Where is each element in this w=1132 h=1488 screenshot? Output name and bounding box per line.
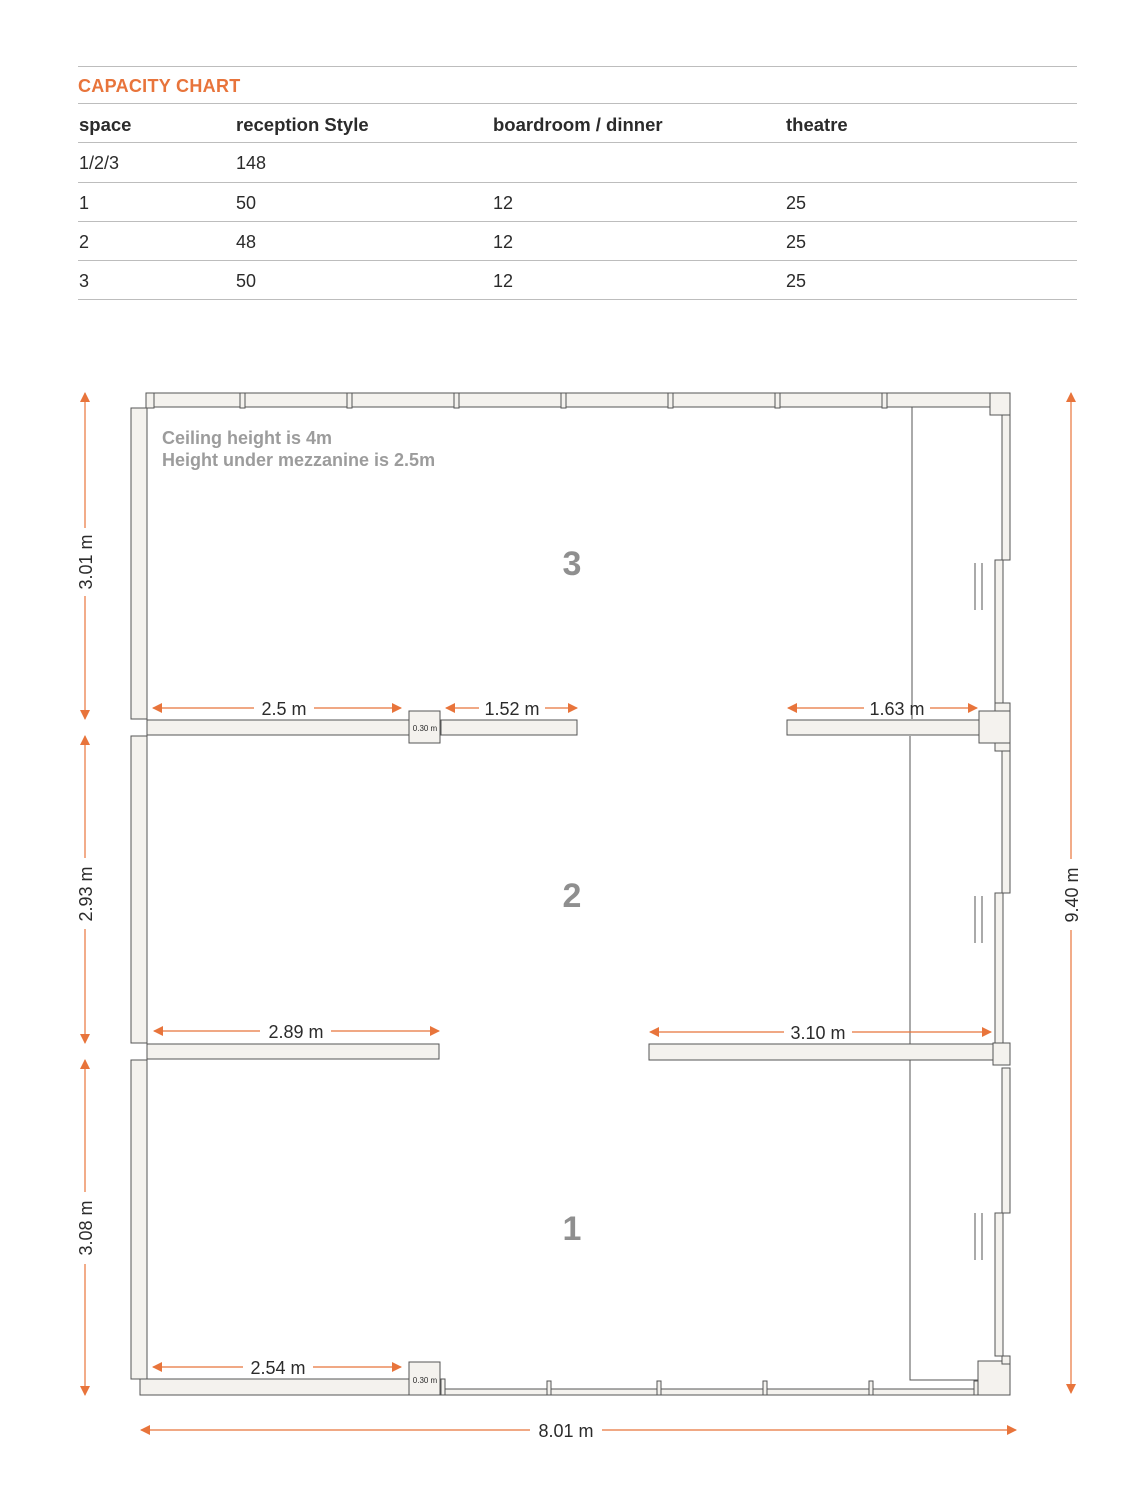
ceiling-height-note: Ceiling height is 4m (162, 428, 333, 448)
dimension-wall3-right (788, 699, 977, 719)
svg-text:2.89 m: 2.89 m (268, 1022, 324, 1042)
cell-space: 1 (79, 192, 90, 213)
room-number-1: 1 (562, 1210, 582, 1248)
header-reception: reception Style (236, 114, 369, 135)
svg-text:2.54 m: 2.54 m (250, 1358, 306, 1378)
cell-boardroom: 12 (493, 192, 514, 213)
svg-text:1.52 m: 1.52 m (484, 699, 540, 719)
cell-reception: 148 (236, 153, 267, 174)
dimension-room1-height (76, 1060, 96, 1395)
pillar (409, 1362, 440, 1395)
cell-theatre: 25 (786, 231, 807, 252)
svg-text:2.5 m: 2.5 m (261, 699, 307, 719)
svg-text:3.10 m: 3.10 m (790, 1023, 846, 1043)
svg-text:2.93 m: 2.93 m (76, 866, 96, 922)
dimension-wall2-left (154, 1022, 439, 1042)
cell-theatre: 25 (786, 192, 807, 213)
cell-boardroom: 12 (493, 271, 514, 292)
header-boardroom: boardroom / dinner (493, 114, 663, 135)
svg-text:9.40 m: 9.40 m (1062, 867, 1082, 923)
cell-boardroom: 12 (493, 231, 514, 252)
dimension-wall3-left (153, 699, 401, 719)
svg-text:3.08 m: 3.08 m (76, 1200, 96, 1256)
dimension-wall3-middle (446, 699, 577, 719)
right-wall (910, 407, 1010, 1380)
capacity-chart-title: CAPACITY CHART (78, 66, 1077, 104)
room-number-3: 3 (562, 545, 582, 583)
dimension-total-width (141, 1421, 1016, 1441)
svg-text:1.63 m: 1.63 m (869, 699, 925, 719)
room-number-2: 2 (562, 877, 582, 915)
cell-space: 2 (79, 231, 90, 252)
dimension-room2-height (76, 736, 96, 1043)
left-wall (131, 408, 147, 1379)
header-theatre: theatre (786, 114, 848, 135)
top-wall (146, 393, 1010, 415)
dimension-total-height (1062, 393, 1082, 1393)
cell-reception: 50 (236, 271, 257, 292)
pillar (409, 711, 440, 743)
dimension-wall1-left (153, 1358, 401, 1378)
cell-reception: 48 (236, 231, 257, 252)
header-space: space (79, 114, 132, 135)
dimension-room3-height (76, 393, 96, 719)
svg-text:8.01 m: 8.01 m (538, 1421, 594, 1441)
cell-space: 1/2/3 (79, 153, 120, 174)
dimension-wall2-right (650, 1023, 991, 1043)
cell-reception: 50 (236, 192, 257, 213)
mezzanine-height-note: Height under mezzanine is 2.5m (162, 450, 436, 470)
svg-text:0.30 m: 0.30 m (412, 1376, 438, 1385)
svg-text:0.30 m: 0.30 m (412, 724, 438, 733)
cell-theatre: 25 (786, 271, 807, 292)
cell-space: 3 (79, 271, 90, 292)
svg-text:3.01 m: 3.01 m (76, 534, 96, 590)
